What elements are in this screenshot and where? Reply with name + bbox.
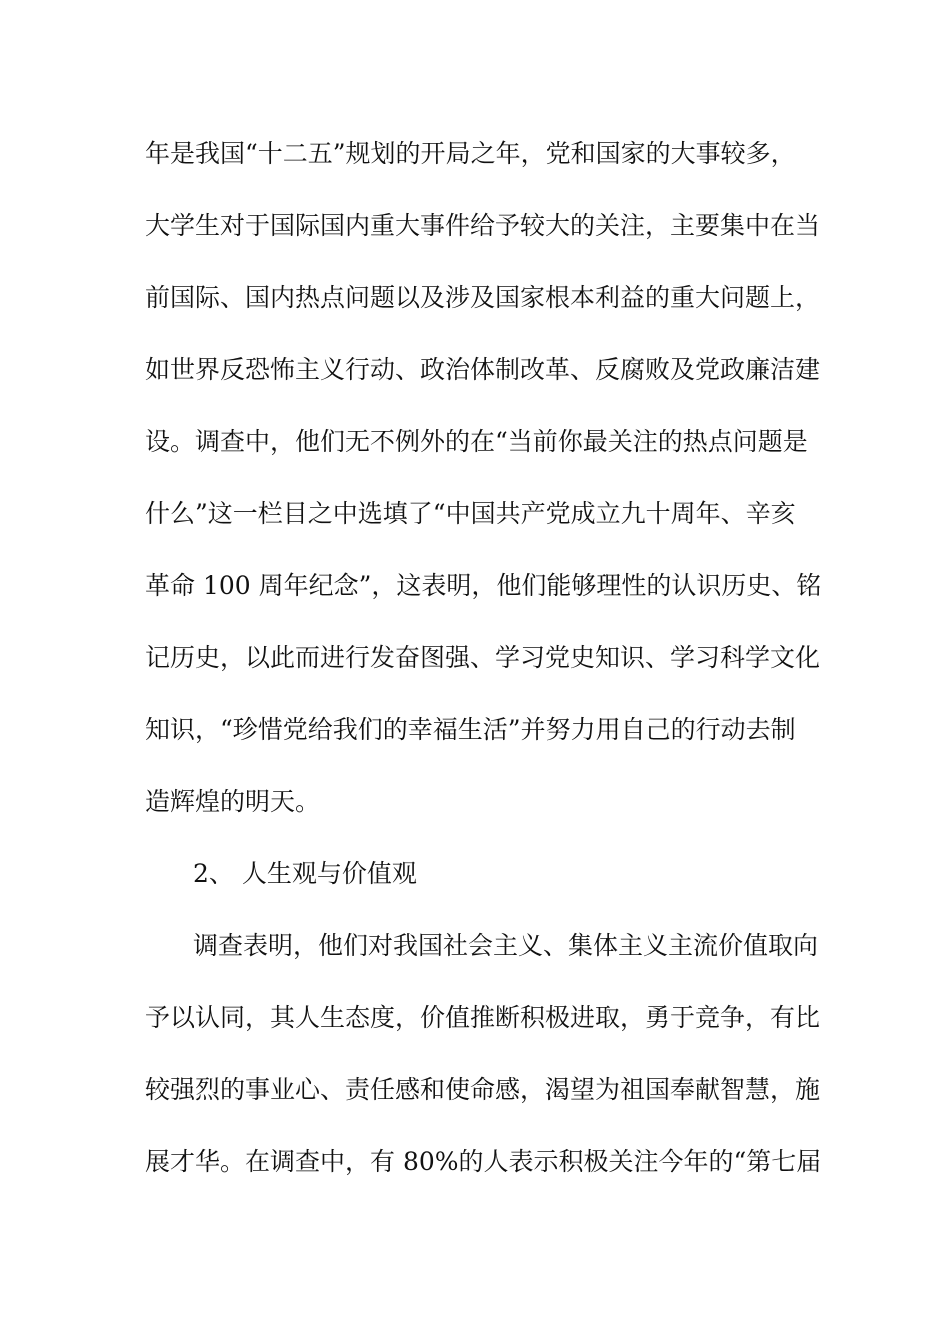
section-heading: 2、 人生观与价值观 [193, 859, 417, 888]
paragraph-line: 知识，“珍惜党给我们的幸福生活”并努力用自己的行动去制 [145, 715, 796, 744]
paragraph-line: 前国际、国内热点问题以及涉及国家根本利益的重大问题上， [145, 283, 821, 312]
paragraph-line: 大学生对于国际国内重大事件给予较大的关注，主要集中在当 [145, 211, 821, 240]
paragraph-line: 较强烈的事业心、责任感和使命感，渴望为祖国奉献智慧，施 [145, 1075, 821, 1104]
paragraph-line: 革命 100 周年纪念”，这表明，他们能够理性的认识历史、铭 [145, 571, 822, 600]
paragraph-line: 什么”这一栏目之中选填了“中国共产党成立九十周年、辛亥 [145, 499, 796, 528]
paragraph-line: 如世界反恐怖主义行动、政治体制改革、反腐败及党政廉洁建 [145, 355, 821, 384]
paragraph-line: 造辉煌的明天。 [145, 787, 321, 816]
paragraph-line: 展才华。在调查中，有 80%的人表示积极关注今年的“第七届 [145, 1147, 822, 1176]
paragraph-line: 调查表明，他们对我国社会主义、集体主义主流价值取向 [193, 931, 819, 960]
paragraph-line: 年是我国“十二五”规划的开局之年，党和国家的大事较多， [145, 139, 796, 168]
paragraph-line: 予以认同，其人生态度，价值推断积极进取，勇于竞争，有比 [145, 1003, 821, 1032]
paragraph-line: 记历史，以此而进行发奋图强、学习党史知识、学习科学文化 [145, 643, 821, 672]
paragraph-line: 设。调查中，他们无不例外的在“当前你最关注的热点问题是 [145, 427, 808, 456]
